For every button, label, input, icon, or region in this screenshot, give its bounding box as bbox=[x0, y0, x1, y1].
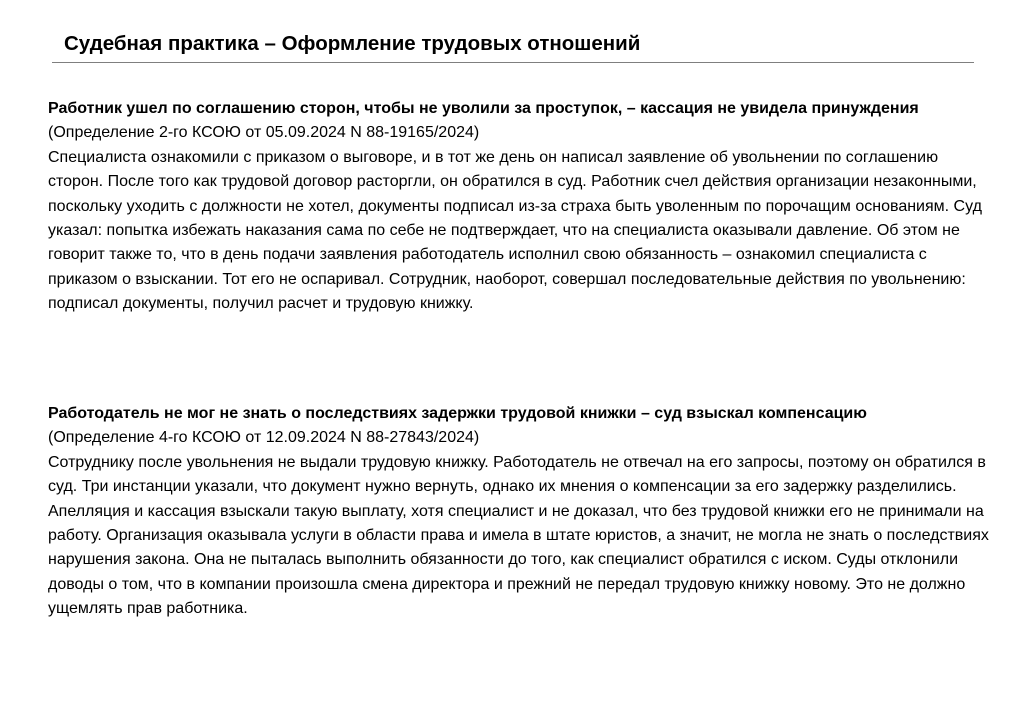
case-section-2 bbox=[48, 402, 993, 622]
case-reference: (Определение 4-го КСОЮ от 12.09.2024 N 88-27843/2024) bbox=[48, 429, 480, 447]
case-body: Сотруднику после увольнения не выдали трудовую книжку. Работодатель не отвечал на его запросы, поэтому он обратился в суд. Три инстанции указали, что документ нужно вернуть, однако их мнения о компенсации за его задержку разделились. Апелляция и кассация взыскали такую выплату, хотя специалист и не доказал, что без трудовой книжки его не принимали на работу. Организация оказывала услуги в области права и имела в штате юристов, а значит, не могла не знать о последствиях нарушения закона. Она не пыталась выполнить обязанности до того, как специалист обратился с иском. Суды отклонили доводы о том, что в компании произошла смена директора и прежний не передал трудовую книжку новому. Это не должно ущемлять прав работника. bbox=[48, 453, 989, 618]
case-heading: Работник ушел по соглашению сторон, чтобы не уволили за проступок, – кассация не увидела принуждения bbox=[48, 100, 919, 117]
title-divider bbox=[52, 62, 974, 63]
page-title: Судебная практика – Оформление трудовых отношений bbox=[64, 32, 641, 55]
case-section-1 bbox=[48, 97, 993, 317]
case-body: Специалиста ознакомили с приказом о выговоре, и в тот же день он написал заявление об увольнении по соглашению сторон. После того как трудовой договор расторгли, он обратился в суд. Работник счел действия организации незаконными, поскольку уходить с должности не хотел, документы подписал из-за страха быть уволенным по порочащим основаниям. Суд указал: попытка избежать наказания сама по себе не подтверждает, что на специалиста оказывали давление. Об этом не говорит также то, что в день подачи заявления работодатель исполнил свою обязанность – ознакомил специалиста с приказом о взыскании. Тот его не оспаривал. Сотрудник, наоборот, совершал последовательные действия по увольнению: подписал документы, получил расчет и трудовую книжку. bbox=[48, 148, 982, 313]
case-heading: Работодатель не мог не знать о последствиях задержки трудовой книжки – суд взыскал компенсацию bbox=[48, 405, 867, 422]
case-reference: (Определение 2-го КСОЮ от 05.09.2024 N 88-19165/2024) bbox=[48, 124, 480, 142]
